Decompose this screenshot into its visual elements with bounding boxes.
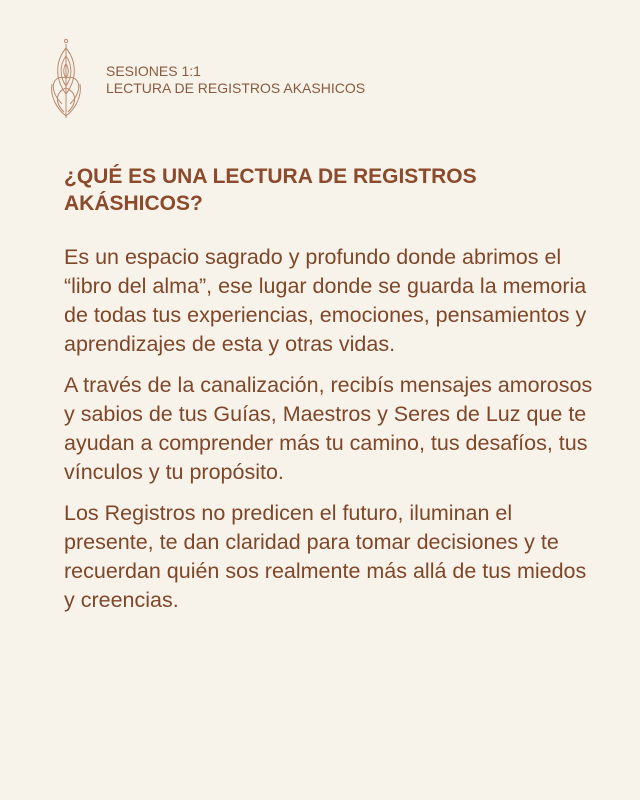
header-line-2: LECTURA DE REGISTROS AKASHICOS bbox=[106, 80, 366, 96]
paragraph-1: Es un espacio sagrado y profundo donde abrimos el “libro del alma”, ese lugar donde se guarda la memoria de todas tus experiencias, emociones, pensamientos y aprendizajes de esta y otras vidas. bbox=[64, 245, 587, 356]
lotus-feather-icon bbox=[46, 38, 86, 120]
header-line-1: SESIONES 1:1 bbox=[106, 63, 201, 79]
header bbox=[106, 63, 365, 97]
paragraph-3: Los Registros no predicen el futuro, iluminan el presente, te dan claridad para tomar decisiones y te recuerdan quién sos realmente más allá de tus miedos y creencias. bbox=[64, 501, 587, 612]
page-title: ¿QUÉ ES UNA LECTURA DE REGISTROS AKÁSHICOS? bbox=[64, 165, 477, 215]
body-text bbox=[64, 243, 594, 627]
paragraph-2: A través de la canalización, recibís mensajes amorosos y sabios de tus Guías, Maestros y Seres de Luz que te ayudan a comprender más tu camino, tus desafíos, tus vínculos y tu propósito. bbox=[64, 373, 593, 484]
